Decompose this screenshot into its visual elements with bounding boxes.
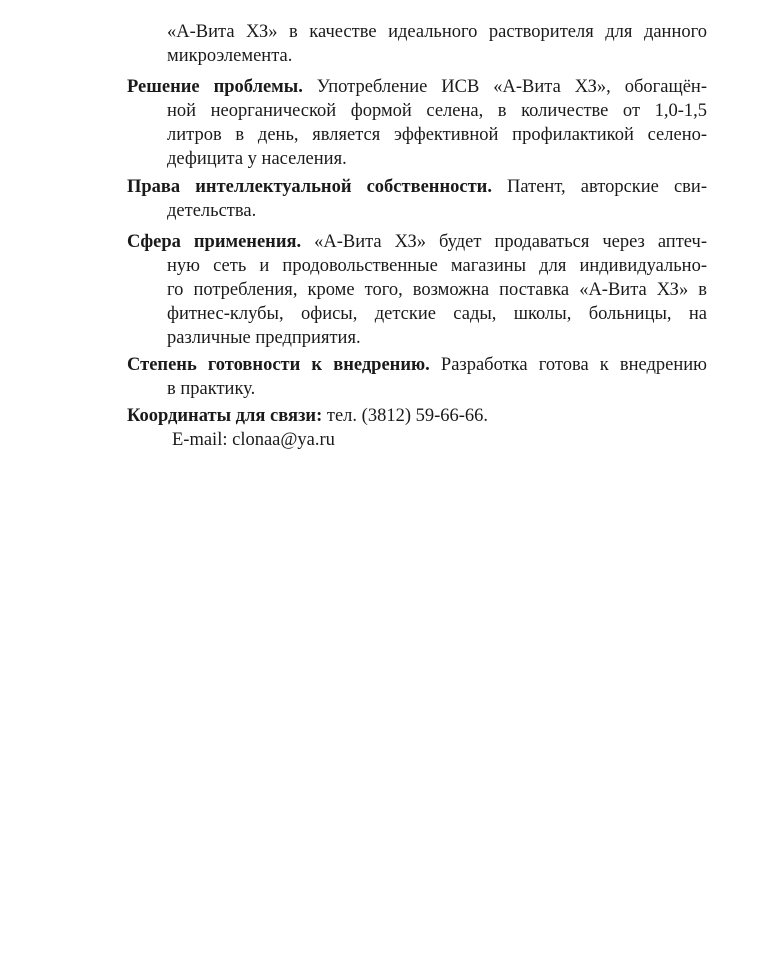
readiness-paragraph-line-1 [127,353,707,377]
contacts-paragraph-line-1 [127,404,488,428]
application-line-5: различные предприятия. [167,328,361,348]
application-paragraph-line-1 [127,230,707,254]
solution-line-1-rest: Употребление ИСВ «А-Вита ХЗ», обогащён- [316,77,707,97]
application-heading: Сфера применения. [127,232,302,252]
contacts-phone: тел. (3812) 59-66-66. [326,406,489,426]
contacts-email: E-mail: clonaa@ya.ru [172,430,335,450]
contacts-heading: Координаты для связи: [127,406,323,426]
ip-heading: Права интеллектуальной собственности. [127,177,492,197]
application-line-2: ную сеть и продовольственные магазины для индивидуально- [167,256,707,276]
solution-line-4: дефицита у населения. [167,149,347,169]
readiness-line-1-rest: Разработка готова к внедрению [440,355,707,375]
ip-line-1-rest: Патент, авторские сви- [507,177,707,197]
solution-heading: Решение проблемы. [127,77,303,97]
readiness-line-2: в практику. [167,379,256,399]
readiness-heading: Степень готовности к внедрению. [127,355,430,375]
solution-paragraph-line-1 [127,75,707,99]
application-line-1-rest: «А-Вита ХЗ» будет продаваться через аптеч- [314,232,708,252]
intro-line-2: микроэлемента. [167,46,293,66]
application-line-4: фитнес-клубы, офисы, детские сады, школы, больницы, на [167,304,707,324]
ip-paragraph-line-1 [127,175,707,199]
solution-line-3: литров в день, является эффективной профилактикой селено- [167,125,707,145]
solution-line-2: ной неорганической формой селена, в количестве от 1,0-1,5 [167,101,707,121]
intro-line-1: «А-Вита ХЗ» в качестве идеального растворителя для данного [167,22,707,42]
application-line-3: го потребления, кроме того, возможна поставка «А-Вита ХЗ» в [167,280,707,300]
ip-line-2: детельства. [167,201,257,221]
